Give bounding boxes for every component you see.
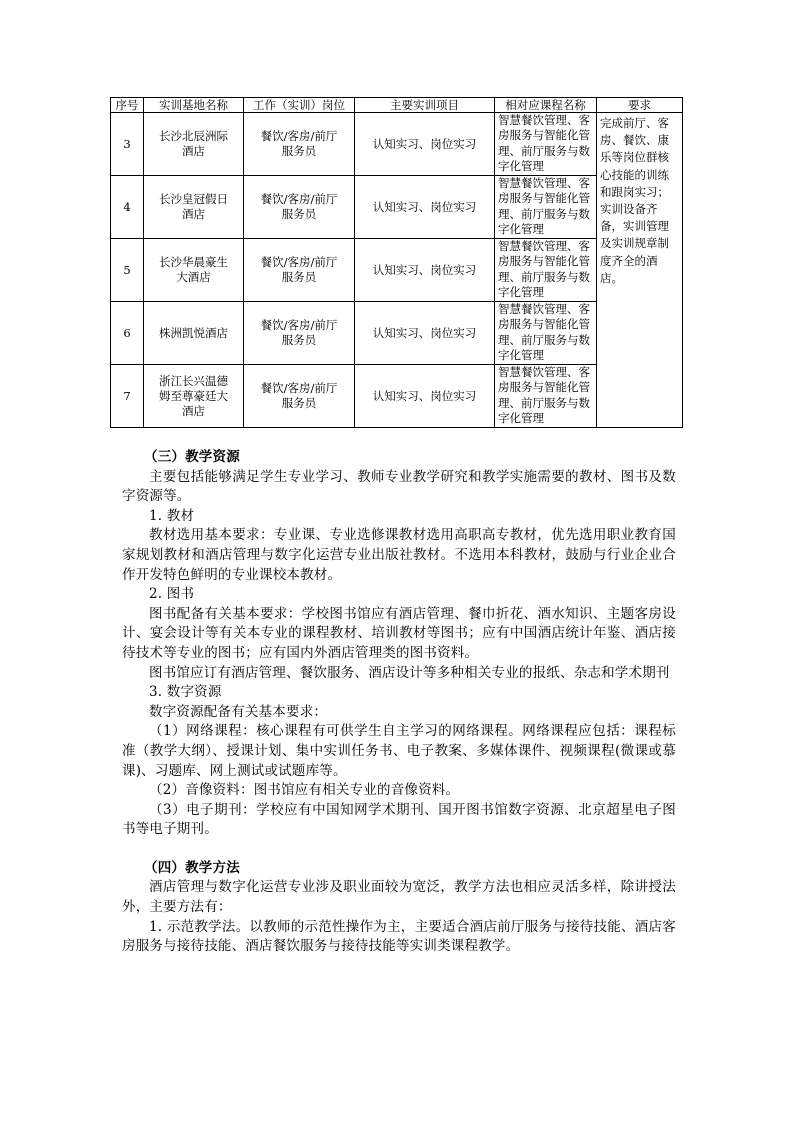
row-post: 餐饮/客房/前厅服务员 [244,365,355,428]
row-project: 认知实习、岗位实习 [355,113,495,176]
row-base-name: 长沙华晨豪生大酒店 [144,239,244,302]
row-base-name: 浙江长兴温德姆至尊豪廷大酒店 [144,365,244,428]
paragraph: 图书馆应订有酒店管理、餐饮服务、酒店设计等多种相关专业的报纸、杂志和学术期刊 [149,664,670,681]
training-base-table [110,97,683,428]
paragraph: 教材选用基本要求：专业课、专业选修课教材选用高职高专教材，优先选用职业教育国家规划教材和酒店管理与数字化运营专业出版社教材。不选用本科教材，鼓励与行业企业合作开发特色鲜明的专业课校本教材。 [122,527,676,583]
col-header-post: 工作（实训）岗位 [244,98,355,113]
row-project: 认知实习、岗位实习 [355,239,495,302]
table-row [111,113,683,176]
row-no: 4 [111,176,144,239]
row-course: 智慧餐饮管理、客房服务与智能化管理、前厅服务与数字化管理 [495,239,597,302]
paragraph: 图书配备有关基本要求：学校图书馆应有酒店管理、餐巾折花、酒水知识、主题客房设计、宴会设计等有关本专业的课程教材、培训教材等图书；应有中国酒店统计年鉴、酒店接待技术等专业的图书；应有国内外酒店管理类的图书资料。 [122,605,676,661]
paragraph: 数字资源配备有关基本要求： [149,703,328,720]
col-header-project: 主要实训项目 [355,98,495,113]
row-project: 认知实习、岗位实习 [355,302,495,365]
col-header-no: 序号 [111,98,144,113]
row-project: 认知实习、岗位实习 [355,365,495,428]
paragraph: 酒店管理与数字化运营专业涉及职业面较为宽泛，教学方法也相应灵活多样，除讲授法外，主要方法有： [122,879,676,916]
row-base-name: 株洲凯悦酒店 [144,302,244,365]
row-post: 餐饮/客房/前厅服务员 [244,113,355,176]
row-base-name: 长沙北辰洲际酒店 [144,113,244,176]
row-no: 6 [111,302,144,365]
row-post: 餐饮/客房/前厅服务员 [244,176,355,239]
paragraph: 1. 示范教学法。以教师的示范性操作为主，主要适合酒店前厅服务与接待技能、酒店客房服务与接待技能、酒店餐饮服务与接待技能等实训类课程教学。 [122,918,676,955]
body-text [122,448,676,957]
subheading-books: 2. 图书 [149,586,195,603]
row-post: 餐饮/客房/前厅服务员 [244,239,355,302]
spacer [122,840,676,859]
col-header-course: 相对应课程名称 [495,98,597,113]
list-item: （3）电子期刊：学校应有中国知网学术期刊、国开图书馆数字资源、北京超星电子图书等电子期刊。 [122,801,676,838]
paragraph: 主要包括能够满足学生专业学习、教师专业教学研究和教学实施需要的教材、图书及数字资源等。 [122,468,676,505]
list-item: （1）网络课程：核心课程有可供学生自主学习的网络课程。网络课程应包括：课程标准（教学大纲）、授课计划、集中实训任务书、电子教案、多媒体课件、视频课程(微课或慕课)、习题库、网上测试或试题库等。 [122,723,676,779]
subheading-textbooks: 1. 教材 [149,507,195,524]
table-header-row [111,98,683,113]
row-course: 智慧餐饮管理、客房服务与智能化管理、前厅服务与数字化管理 [495,113,597,176]
row-course: 智慧餐饮管理、客房服务与智能化管理、前厅服务与数字化管理 [495,365,597,428]
row-course: 智慧餐饮管理、客房服务与智能化管理、前厅服务与数字化管理 [495,176,597,239]
row-no: 3 [111,113,144,176]
row-post: 餐饮/客房/前厅服务员 [244,302,355,365]
row-course: 智慧餐饮管理、客房服务与智能化管理、前厅服务与数字化管理 [495,302,597,365]
subheading-digital-resources: 3. 数字资源 [149,684,222,701]
list-item: （2）音像资料：图书馆应有相关专业的音像资料。 [149,782,460,799]
row-no: 5 [111,239,144,302]
section-heading-teaching-methods: （四）教学方法 [144,859,240,876]
row-base-name: 长沙皇冠假日酒店 [144,176,244,239]
col-header-requirement: 要求 [597,98,683,113]
row-project: 认知实习、岗位实习 [355,176,495,239]
requirement-cell: 完成前厅、客房、餐饮、康乐等岗位群核心技能的训练和跟岗实习；实训设备齐备，实训管理及实训规章制度齐全的酒店。 [597,113,683,428]
col-header-name: 实训基地名称 [144,98,244,113]
row-no: 7 [111,365,144,428]
section-heading-teaching-resources: （三）教学资源 [144,449,240,465]
